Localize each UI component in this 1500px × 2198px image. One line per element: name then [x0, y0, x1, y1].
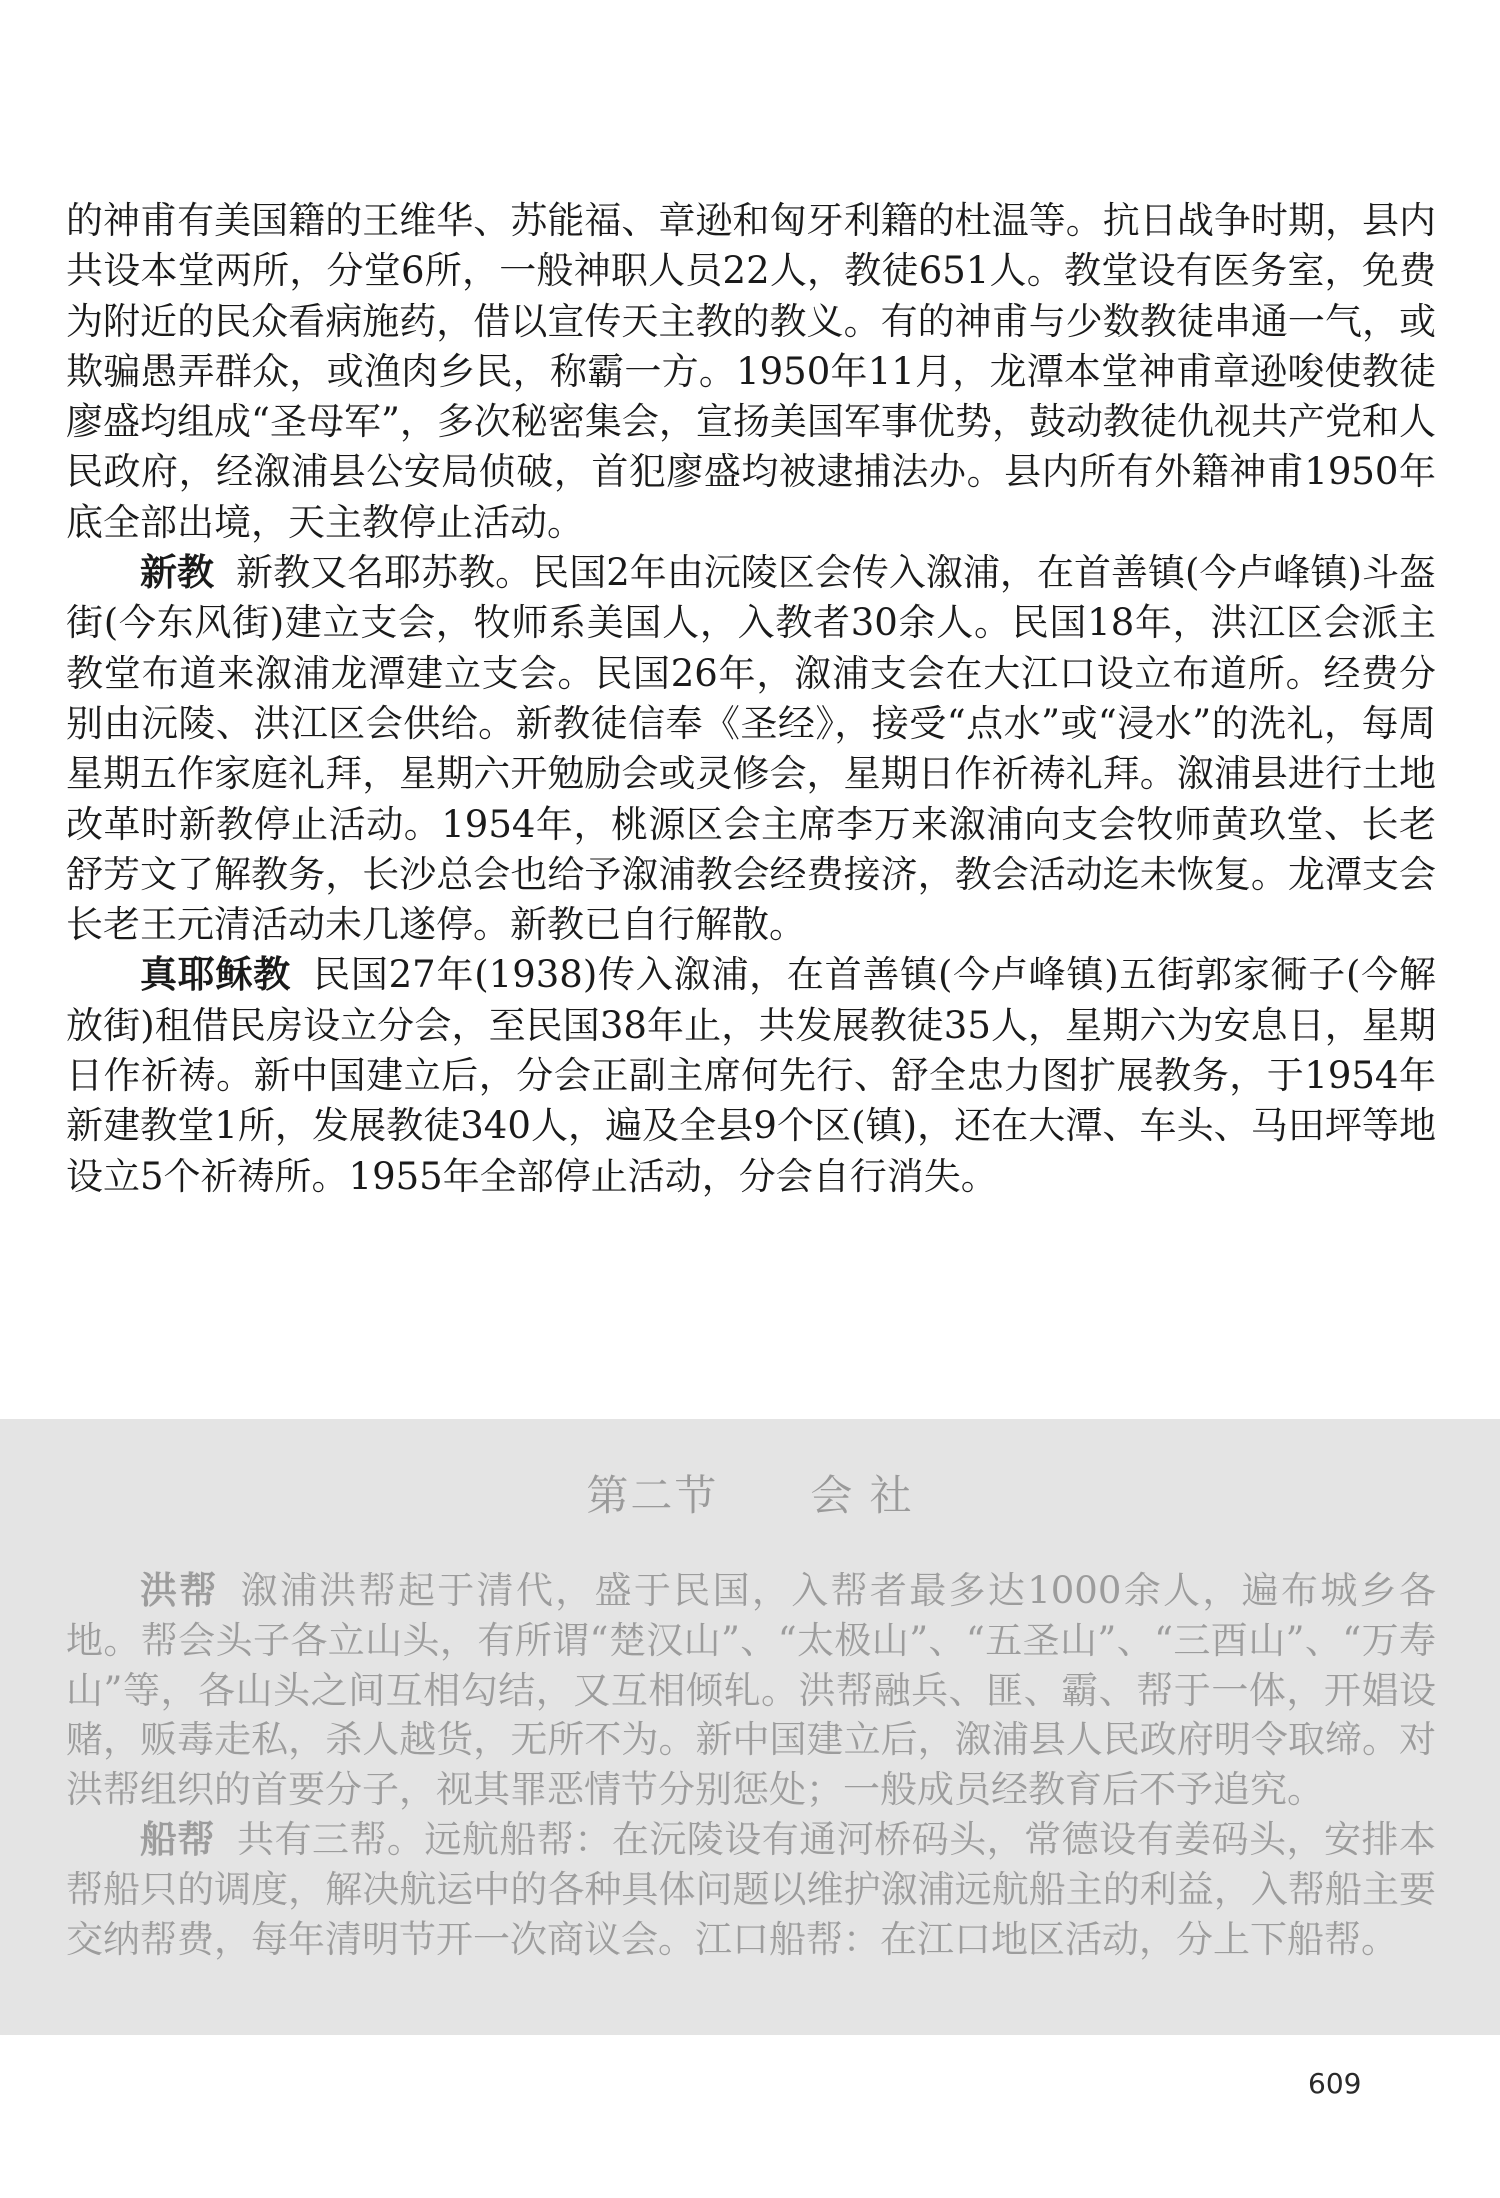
paragraph-catholic: 的神甫有美国籍的王维华、苏能福、章逊和匈牙利籍的杜温等。抗日战争时期，县内共设本堂两所，分堂6所，一般神职人员22人，教徒651人。教堂设有医务室，免费为附近的民众看病施药，借以宣传天主教的教义。有的神甫与少数教徒串通一气，或欺骗愚弄群众，或渔肉乡民，称霸一方。1950年11月，龙潭本堂神甫章逊唆使教徒廖盛均组成“圣母军”，多次秘密集会，宣扬美国军事优势，鼓动教徒仇视共产党和人民政府，经溆浦县公安局侦破，首犯廖盛均被逮捕法办。县内所有外籍神甫1950年底全部出境，天主教停止活动。	[66, 199, 1436, 544]
heading-hongbang: 洪帮	[140, 1569, 219, 1612]
paragraph-true-jesus-church-text: 民国27年(1938)传入溆浦，在首善镇(今卢峰镇)五街郭家衕子(今解放街)租借民房设立分会，至民国38年止，共发展教徒35人，星期六为安息日，星期日作祈祷。新中国建立后，分会正副主席何先行、舒全忠力图扩展教务，于1954年新建教堂1所，发展教徒340人，遍及全县9个区(镇)，还在大潭、车头、马田坪等地设立5个祈祷所。1955年全部停止活动，分会自行消失。	[66, 953, 1437, 1198]
paragraph-chuanbang	[66, 1815, 1436, 1964]
heading-chuanbang: 船帮	[140, 1817, 215, 1861]
paragraph-protestant-text: 新教又名耶苏教。民国2年由沅陵区会传入溆浦，在首善镇(今卢峰镇)斗盔街(今东风街)建立支会，牧师系美国人，入教者30余人。民国18年，洪江区会派主教堂布道来溆浦龙潭建立支会。民国26年，溆浦支会在大江口设立布道所。经费分别由沅陵、洪江区会供给。新教徒信奉《圣经》，接受“点水”或“浸水”的洗礼，每周星期五作家庭礼拜，星期六开勉励会或灵修会，星期日作祈祷礼拜。溆浦县进行土地改革时新教停止活动。1954年，桃源区会主席李万来溆浦向支会牧师黄玖堂、长老舒芳文了解教务，长沙总会也给予溆浦教会经费接济，教会活动迄未恢复。龙潭支会长老王元清活动未几遂停。新教已自行解散。	[66, 551, 1437, 947]
section-title-name: 会 社	[810, 1471, 914, 1520]
section-title	[0, 1463, 1500, 1523]
section-title-number: 第二节	[586, 1471, 719, 1520]
heading-protestant: 新教	[140, 551, 215, 595]
paragraph-hongbang	[66, 1566, 1436, 1815]
paragraph-hongbang-text: 溆浦洪帮起于清代，盛于民国，入帮者最多达1000余人，遍布城乡各地。帮会头子各立山头，有所谓“楚汉山”、“太极山”、“五圣山”、“三酉山”、“万寿山”等，各山头之间互相勾结，又互相倾轧。洪帮融兵、匪、霸、帮于一体，开娼设赌，贩毒走私，杀人越货，无所不为。新中国建立后，溆浦县人民政府明令取缔。对洪帮组织的首要分子，视其罪恶情节分别惩处；一般成员经教育后不予追究。	[66, 1569, 1436, 1812]
body-text	[66, 196, 1436, 1202]
section-body-text	[66, 1566, 1436, 1964]
paragraph-protestant	[66, 548, 1436, 950]
page-number: 609	[1308, 2067, 1362, 2100]
paragraph-true-jesus-church	[66, 950, 1436, 1201]
paragraph-chuanbang-text: 共有三帮。远航船帮：在沅陵设有通河桥码头，常德设有姜码头，安排本帮船只的调度，解决航运中的各种具体问题以维护溆浦远航船主的利益，入帮船主要交纳帮费，每年清明节开一次商议会。江口船帮：在江口地区活动，分上下船帮。	[66, 1817, 1437, 1961]
heading-true-jesus-church: 真耶稣教	[140, 953, 292, 997]
